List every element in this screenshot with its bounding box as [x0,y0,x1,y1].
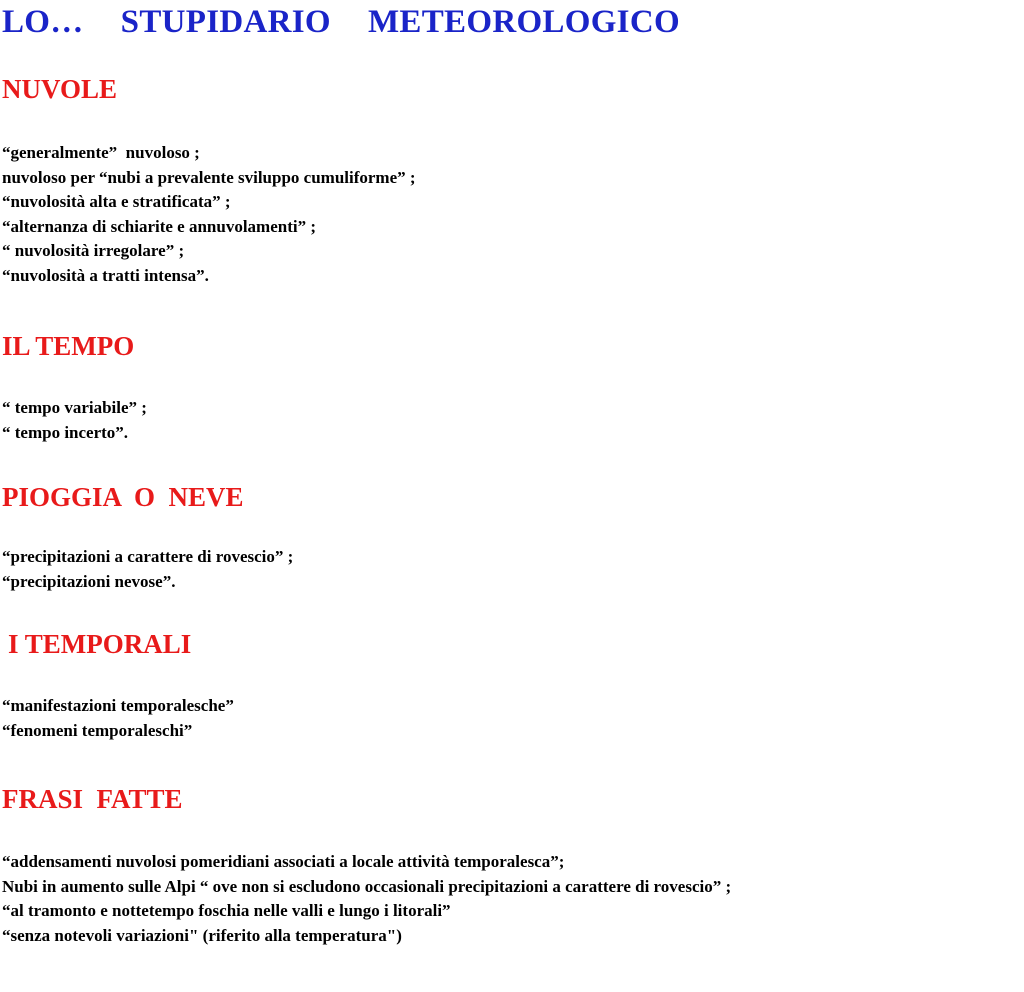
section-lines-i-temporali [2,694,234,743]
line-item: “fenomeni temporaleschi” [2,720,193,740]
line-item: “nuvolosità a tratti intensa”. [2,265,209,285]
line-item: “nuvolosità alta e stratificata” ; [2,192,231,211]
section-heading-pioggia-o-neve: PIOGGIA O NEVE [2,482,244,512]
line-item: “addensamenti nuvolosi pomeridiani associati a locale attività temporalesca”; [2,852,565,871]
section-lines-il-tempo [2,396,147,445]
section-lines-pioggia-o-neve [2,545,293,594]
section-heading-frasi-fatte: FRASI FATTE [2,784,183,814]
line-item: “precipitazioni a carattere di rovescio” ; [2,547,294,566]
line-item: nuvoloso per “nubi a prevalente sviluppo cumuliforme” ; [2,167,416,187]
section-heading-il-tempo: IL TEMPO [2,331,135,361]
line-item: “precipitazioni nevose”. [2,571,176,591]
page-title: LO… STUPIDARIO METEOROLOGICO [2,4,680,40]
line-item: “ nuvolosità irregolare” ; [2,241,185,260]
line-item: “alternanza di schiarite e annuvolamenti” ; [2,216,317,236]
section-heading-i-temporali: I TEMPORALI [8,629,192,659]
line-item: “al tramonto e nottetempo foschia nelle valli e lungo i litorali” [2,901,451,920]
line-item: “senza notevoli variazioni" (riferito alla temperatura") [2,925,402,945]
line-item: “manifestazioni temporalesche” [2,696,234,715]
line-item: “ tempo incerto”. [2,422,129,442]
line-item: Nubi in aumento sulle Alpi “ ove non si escludono occasionali precipitazioni a carattere di rovescio” ; [2,876,732,896]
section-lines-frasi-fatte [2,850,731,948]
section-heading-nuvole: NUVOLE [2,74,117,104]
section-lines-nuvole [2,141,416,288]
line-item: “generalmente” nuvoloso ; [2,143,200,162]
line-item: “ tempo variabile” ; [2,398,147,417]
